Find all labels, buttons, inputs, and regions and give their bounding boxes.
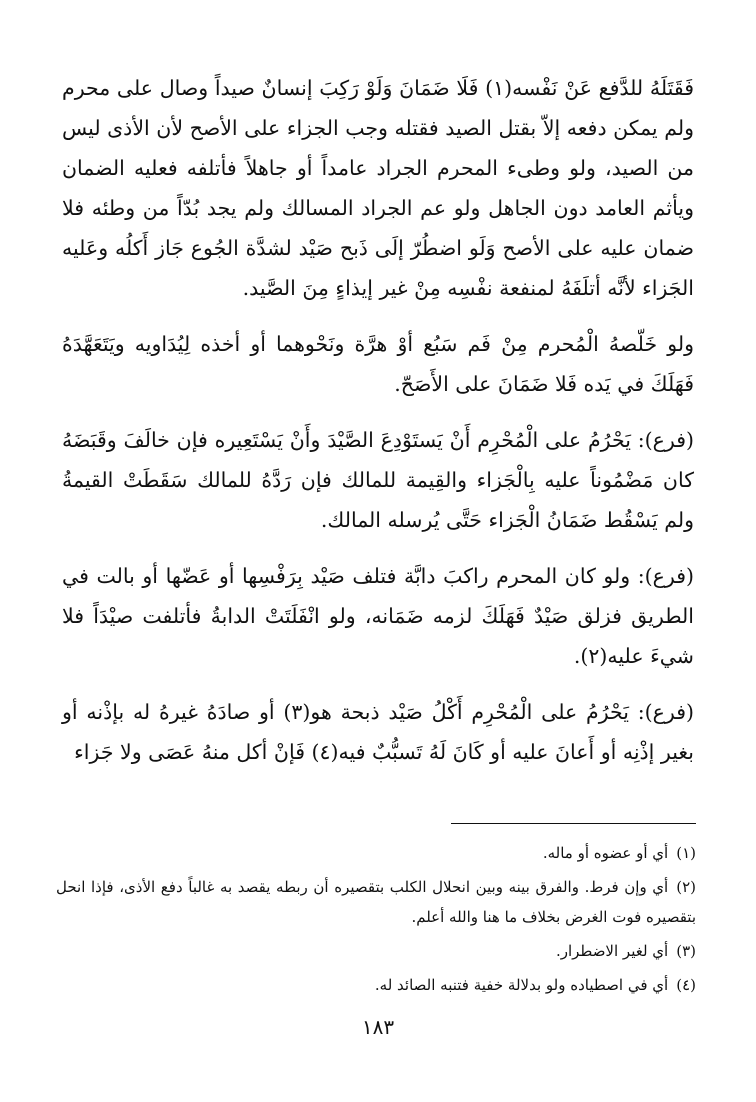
page-number: ١٨٣ [361, 1015, 395, 1039]
paragraph: (فرع): يَحْرُمُ على الْمُحْرِم أَنْ يَستَوْدِعَ الصَّيْدَ وأَنْ يَسْتَعِيره فإن خالَفَ وقَبَضَهُ كان مَضْمُوناً عليه بِالْجَزاء والقِيمة للمالك فإن رَدَّهُ للمالك سَقَطَتْ القيمةُ ولم يَسْقُط ضَمَانُ الْجَزاء حَتَّى يُرسله المالك. [62, 428, 694, 532]
paragraph: ولو خَلّصهُ الْمُحرم مِنْ فَم سَبُع أوْ هرَّة ونَحْوهما أو أخذه لِيُدَاويه ويَتَعَهَّدَهُ فَهَلَكَ في يَده فَلا ضَمَانَ على الأَصَحّ. [62, 332, 694, 396]
footnote-text: أي في اصطياده ولو بدلالة خفية فتنبه الصائد له. [374, 976, 669, 994]
paragraph: (فرع): ولو كان المحرم راكبَ دابَّة فتلف صَيْد بِرَفْسِها أو عَضّها أو بالت في الطريق فزلق صَيْدٌ فَهَلَكَ لزمه ضَمَانه، ولو انْفَلَتَتْ الدابةُ فأتلفت صيْدَاً فلا شيءَ عليه(٢). [62, 564, 694, 668]
footnote [56, 872, 696, 932]
footnote-number: (٤) [676, 976, 696, 994]
footnote-number: (١) [676, 844, 696, 862]
main-text [62, 68, 694, 772]
paragraph: (فرع): يَحْرُمُ على الْمُحْرِم أَكْلُ صَيْد ذبحة هو(٣) أو صادَهُ غيرهُ له بإذْنه أو بغير إذْنِه أو أَعانَ عليه أو كَانَ لَهُ تَسبُّبٌ فيه(٤) فَإنْ أكل منهُ عَصَى ولا جَزاء [62, 700, 695, 764]
footnote-text: أي أو عضوه أو ماله. [542, 844, 669, 862]
footnote [56, 936, 696, 966]
footnote [56, 838, 696, 868]
footnote-divider [451, 823, 696, 824]
footnote-number: (٢) [676, 878, 696, 896]
footnote-text: أي وإن فرط. والفرق بينه وبين انحلال الكلب بتقصيره أن ربطه يقصد به غالباً دفع الأذى، فإذا انحل بتقصيره فوت الغرض بخلاف ما هنا والله أعلم. [56, 878, 696, 926]
footnotes [56, 838, 696, 1004]
footnote-number: (٣) [676, 942, 696, 960]
paragraph: فَقَتَلَهُ للدَّفع عَنْ نَفْسه(١) فَلَا ضَمَانَ وَلَوْ رَكِبَ إنسانٌ صيداً وصال على محرم ولم يمكن دفعه إلاّ بقتل الصيد فقتله وجب الجزاء على الأصح لأن الأذى ليس من الصيد، ولو وطىء المحرم الجراد عامداً أو جاهلاً فأتلفه فعليه الضمان ويأثم العامد دون الجاهل ولو عم الجراد المسالك ولم يجد بُدّاً من وطئه فلا ضمان عليه على الأصح وَلَو اضطُرّ إلَى ذَبح صَيْد لشدَّة الجُوع جَاز أَكلُه وعَليه الجَزاء لأنَّه أتلَفَهُ لمنفعة نفْسِه مِنْ غير إيذاءٍ مِنَ الصَّيد. [62, 76, 694, 300]
footnote-text: أي لغير الاضطرار. [555, 942, 669, 960]
footnote [56, 970, 696, 1000]
